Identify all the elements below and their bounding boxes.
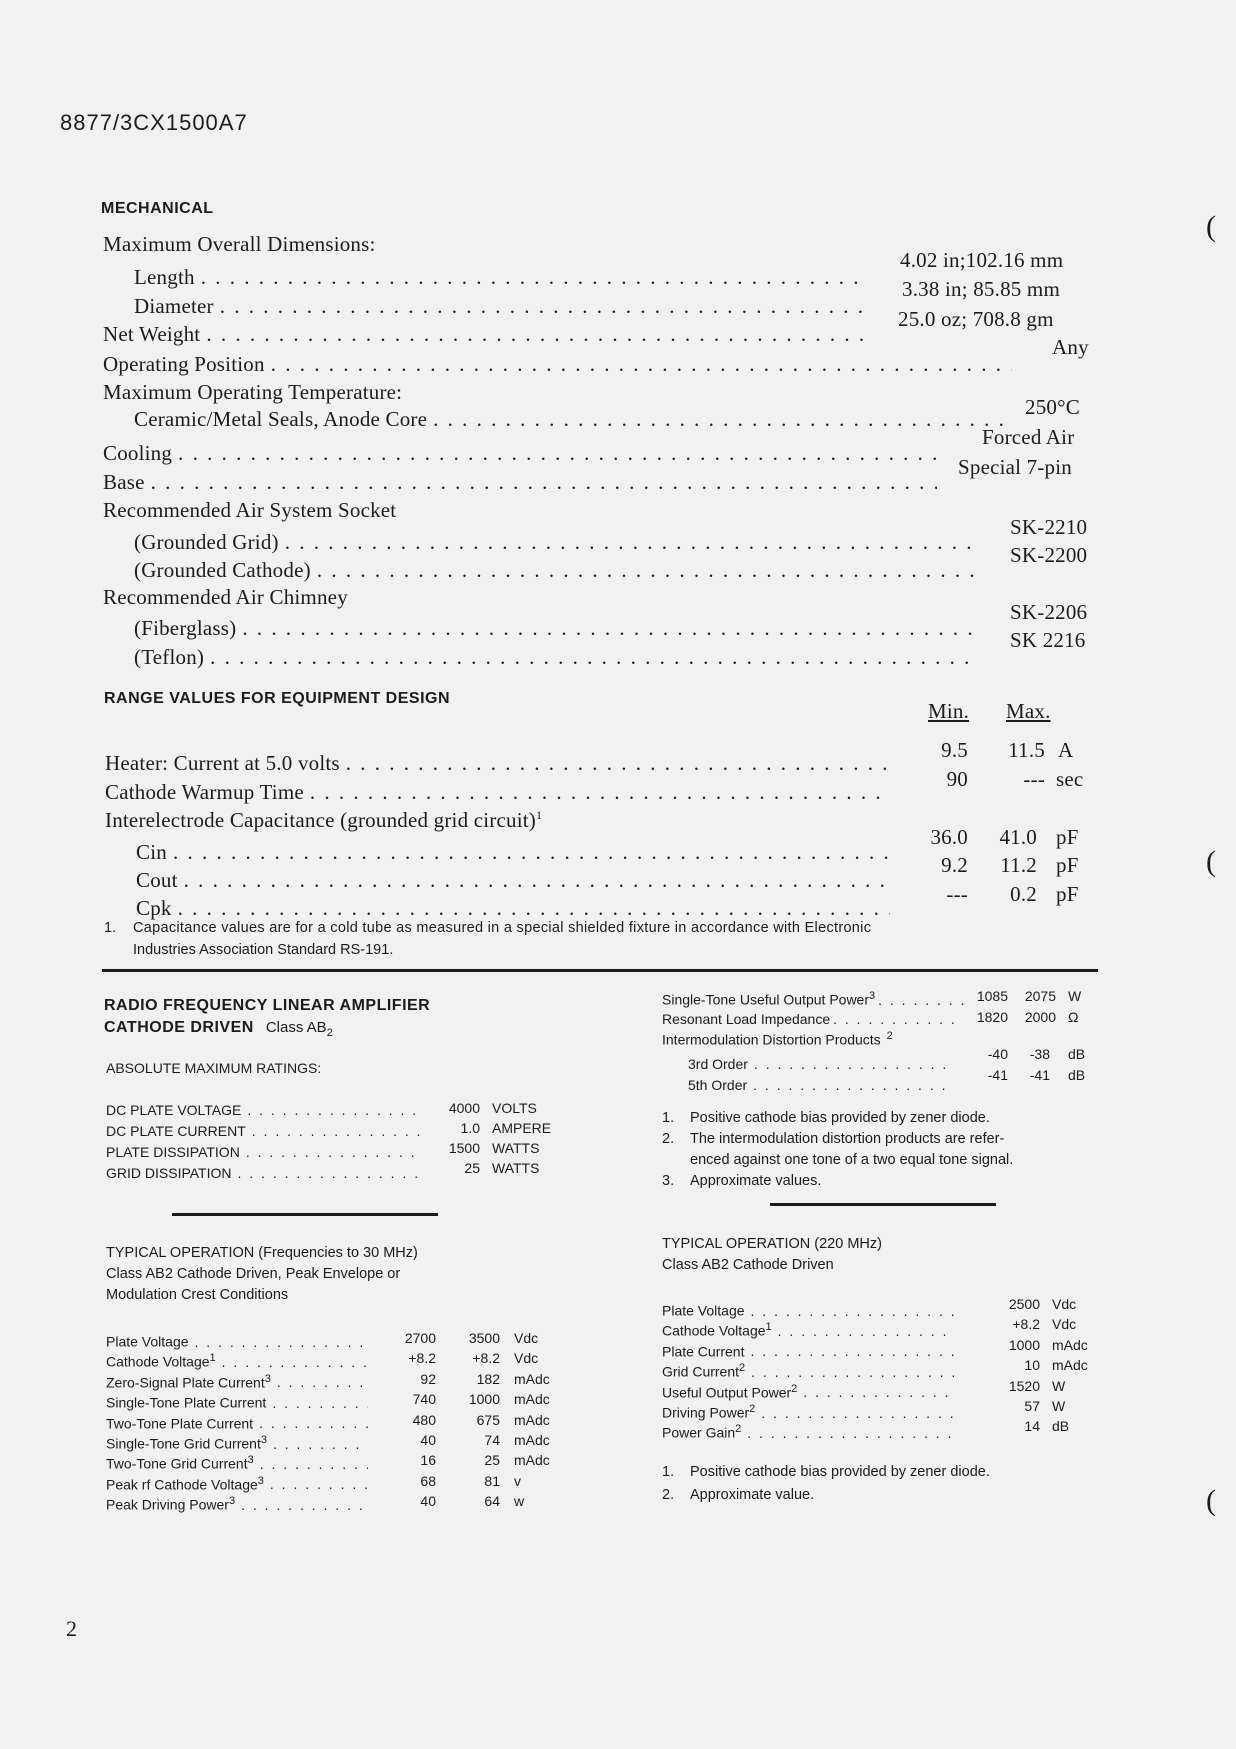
spec-value-diameter: 3.38 in; 85.85 mm (902, 277, 1060, 301)
spec-row-cooling: Cooling . . . (103, 441, 943, 466)
t30-unit: mAdc (514, 1411, 550, 1428)
t30-unit: mAdc (514, 1370, 550, 1387)
spec-value-seals: 250°C (1025, 395, 1080, 419)
right-note-3: 3. Approximate values. (662, 1173, 822, 1189)
absmax-row-plate-current: DC PLATE CURRENT . . . (106, 1123, 426, 1139)
t220-value: 2500 (1008, 1296, 1040, 1312)
spec-value-fiberglass: SK-2206 (1010, 600, 1088, 624)
right-row-resonant-load: Resonant Load Impedance . . . (662, 1011, 967, 1027)
right-row-single-tone-output: Single-Tone Useful Output Power$^3$ . . . (662, 990, 967, 1008)
right-v2-resonant-load: 2000 (1024, 1009, 1056, 1025)
left-short-rule (172, 1213, 438, 1216)
t30-unit: v (514, 1472, 521, 1489)
imd-label: Intermodulation Distortion Products $^2$ (662, 1030, 893, 1048)
range-min-cpk: --- (946, 882, 968, 906)
t30-value-v1: 740 (412, 1391, 436, 1408)
max-header: Max. (1006, 699, 1051, 723)
spec-value-length: 4.02 in;102.16 mm (900, 248, 1064, 272)
t30-value-v2: 182 (476, 1370, 500, 1387)
binder-hole-mark: ( (1206, 210, 1216, 243)
t220-row: Useful Output Power$^2$ . . . (662, 1383, 960, 1401)
chimney-label: Recommended Air Chimney (103, 585, 348, 609)
right-unit-resonant-load: Ω (1068, 1009, 1079, 1025)
capacitance-footnote-line2: Industries Association Standard RS-191. (133, 942, 394, 958)
t220-unit: W (1052, 1398, 1066, 1414)
spec-value-grounded-cathode: SK-2200 (1010, 543, 1088, 567)
t30-value-v2: 675 (476, 1411, 500, 1428)
right-v1-single-tone-output: 1085 (976, 988, 1008, 1004)
t30-unit: mAdc (514, 1432, 550, 1448)
right-note-2-cont: enced against one tone of a two equal tone signal. (690, 1152, 1014, 1168)
range-row-cin: Cin . . . (136, 840, 896, 865)
t30-row: Plate Voltage . . . (106, 1332, 374, 1350)
t220-value: 14 (1024, 1418, 1040, 1435)
imd-v1-5th: -41 (987, 1067, 1008, 1083)
max-temp-label: Maximum Operating Temperature: (103, 380, 403, 404)
range-max-cin: 41.0 (999, 825, 1037, 849)
typical-220-title: TYPICAL OPERATION (220 MHz) (662, 1236, 882, 1252)
typical-220-note-2: 2. Approximate value. (662, 1487, 815, 1503)
t220-value: 10 (1024, 1357, 1040, 1374)
range-unit-warmup: sec (1056, 767, 1084, 791)
binder-hole-mark: ( (1206, 845, 1216, 878)
t30-row: Two-Tone Grid Current$^3$ . . . (106, 1454, 374, 1472)
t30-row: Peak Driving Power$^3$ . . . (106, 1495, 374, 1513)
absmax-unit-plate-dissipation: WATTS (492, 1140, 540, 1156)
absmax-value-plate-current: 1.0 (460, 1120, 480, 1136)
imd-v1-3rd: -40 (987, 1046, 1008, 1062)
t30-value-v1: +8.2 (408, 1350, 436, 1367)
rf-amp-title-line1: RADIO FREQUENCY LINEAR AMPLIFIER (104, 997, 431, 1014)
t30-unit: mAdc (514, 1391, 550, 1408)
capacitance-footnote-line1: Capacitance values are for a cold tube as measured in a special shielded fixture in accordance with Electronic (133, 920, 872, 936)
t220-row: Driving Power$^2$ . . . (662, 1403, 960, 1421)
absmax-value-plate-dissipation: 1500 (448, 1140, 480, 1156)
spec-row-seals: Ceramic/Metal Seals, Anode Core . . . (134, 407, 1014, 432)
t220-row: Grid Current$^2$ . . . (662, 1362, 960, 1380)
imd-v2-3rd: -38 (1029, 1046, 1050, 1062)
t220-value: 57 (1024, 1398, 1040, 1414)
imd-unit-5th: dB (1068, 1067, 1086, 1083)
page-number: 2 (66, 1616, 78, 1641)
spec-row-fiberglass: (Fiberglass) . . . (134, 616, 984, 641)
spec-value-operating-position: Any (1052, 335, 1089, 359)
t30-row: Cathode Voltage$^1$ . . . (106, 1352, 374, 1370)
range-unit-cout: pF (1056, 853, 1079, 877)
t220-unit: mAdc (1052, 1336, 1088, 1353)
t30-value-v2: 64 (484, 1493, 500, 1510)
t220-row: Plate Voltage . . . (662, 1301, 960, 1319)
range-row-warmup: Cathode Warmup Time . . . (105, 780, 895, 805)
right-short-rule (770, 1203, 996, 1206)
typical-220-note-1: 1. Positive cathode bias provided by zener diode. (662, 1464, 990, 1480)
spec-value-teflon: SK 2216 (1010, 628, 1086, 652)
t30-row: Zero-Signal Plate Current$^3$ . . . (106, 1373, 374, 1391)
absmax-unit-plate-voltage: VOLTS (492, 1100, 537, 1116)
range-unit-cin: pF (1056, 825, 1079, 849)
absmax-row-plate-dissipation: PLATE DISSIPATION . . . (106, 1144, 426, 1160)
t220-unit: W (1052, 1377, 1066, 1394)
spec-row-grounded-grid: (Grounded Grid) . . . (134, 530, 984, 555)
right-note-1: 1. Positive cathode bias provided by zener diode. (662, 1110, 990, 1126)
spec-value-base: Special 7-pin (958, 455, 1072, 479)
t30-value-v2: 74 (484, 1432, 500, 1448)
socket-label: Recommended Air System Socket (103, 498, 397, 522)
spec-value-net-weight: 25.0 oz; 708.8 gm (898, 307, 1054, 331)
imd-v2-5th: -41 (1029, 1067, 1050, 1083)
t30-value-v2: 3500 (468, 1330, 500, 1346)
t30-unit: Vdc (514, 1350, 539, 1367)
range-unit-cpk: pF (1056, 882, 1079, 906)
range-row-heater: Heater: Current at 5.0 volts . . . (105, 751, 895, 776)
absmax-value-plate-voltage: 4000 (448, 1100, 480, 1116)
t30-value-v1: 40 (420, 1432, 436, 1448)
spec-row-length: Length . . . (134, 265, 874, 290)
spec-value-cooling: Forced Air (982, 425, 1075, 449)
range-row-cout: Cout . . . (136, 868, 896, 893)
t30-value-v1: 40 (420, 1493, 436, 1510)
interelectrode-label: Interelectrode Capacitance (grounded grid circuit)$^1$ (105, 808, 543, 832)
t220-unit: Vdc (1052, 1316, 1077, 1333)
range-max-heater: 11.5 (1008, 738, 1045, 762)
t30-value-v1: 2700 (404, 1330, 436, 1346)
t30-value-v1: 16 (420, 1452, 436, 1469)
t30-value-v2: 25 (484, 1452, 500, 1469)
section-divider (102, 969, 1098, 972)
right-note-2: 2. The intermodulation distortion products are refer- (662, 1131, 1005, 1147)
typical-30-sub2: Modulation Crest Conditions (106, 1287, 289, 1303)
absmax-row-plate-voltage: DC PLATE VOLTAGE . . . (106, 1102, 426, 1118)
t30-value-v2: 1000 (468, 1391, 500, 1408)
t30-value-v1: 68 (420, 1472, 436, 1489)
mechanical-title: MECHANICAL (101, 200, 214, 217)
range-unit-heater: A (1058, 738, 1074, 762)
binder-hole-mark: ( (1206, 1484, 1216, 1517)
t220-unit: Vdc (1052, 1296, 1077, 1312)
t220-value: 1520 (1008, 1377, 1040, 1394)
absmax-unit-plate-current: AMPERE (492, 1120, 552, 1136)
t30-value-v2: 81 (484, 1472, 500, 1489)
t30-unit: Vdc (514, 1330, 539, 1346)
t220-unit: mAdc (1052, 1357, 1088, 1374)
t220-value: 1000 (1008, 1336, 1040, 1353)
spec-row-base: Base . . . (103, 470, 943, 495)
t30-row: Single-Tone Grid Current$^3$ . . . (106, 1434, 374, 1452)
range-min-heater: 9.5 (941, 738, 968, 762)
document-id: 8877/3CX1500A7 (60, 110, 248, 135)
imd-row-3rd: 3rd Order . . . (688, 1056, 958, 1072)
t30-row: Peak rf Cathode Voltage$^3$ . . . (106, 1475, 374, 1493)
t30-value-v1: 92 (420, 1370, 436, 1387)
spec-row-grounded-cathode: (Grounded Cathode) . . . (134, 558, 984, 583)
right-unit-single-tone-output: W (1068, 988, 1082, 1004)
t30-unit: mAdc (514, 1452, 550, 1469)
spec-row-diameter: Diameter . . . (134, 294, 874, 319)
range-min-cin: 36.0 (930, 825, 968, 849)
max-dimensions-label: Maximum Overall Dimensions: (103, 232, 376, 256)
t220-row: Plate Current . . . (662, 1342, 960, 1360)
range-max-warmup: --- (1023, 767, 1045, 791)
spec-row-teflon: (Teflon) . . . (134, 645, 984, 670)
t220-unit: dB (1052, 1418, 1070, 1435)
t30-unit: w (514, 1493, 525, 1510)
spec-row-operating-position: Operating Position . . . (103, 352, 1018, 377)
t220-value: +8.2 (1012, 1316, 1040, 1333)
range-max-cout: 11.2 (1000, 853, 1037, 877)
t30-row: Two-Tone Plate Current . . . (106, 1414, 374, 1432)
range-row-cpk: Cpk . . . (136, 896, 896, 921)
spec-row-net-weight: Net Weight . . . (103, 322, 874, 347)
capacitance-footnote-num: 1. (104, 920, 117, 936)
t220-row: Cathode Voltage$^1$ . . . (662, 1321, 960, 1339)
abs-max-title: ABSOLUTE MAXIMUM RATINGS: (106, 1060, 322, 1076)
right-v1-resonant-load: 1820 (976, 1009, 1008, 1025)
range-min-cout: 9.2 (941, 853, 968, 877)
typical-30-title: TYPICAL OPERATION (Frequencies to 30 MHz) (106, 1245, 418, 1261)
range-max-cpk: 0.2 (1010, 882, 1037, 906)
imd-unit-3rd: dB (1068, 1046, 1086, 1062)
absmax-unit-grid-dissipation: WATTS (492, 1160, 540, 1176)
t30-value-v2: +8.2 (472, 1350, 500, 1367)
t30-row: Single-Tone Plate Current . . . (106, 1393, 374, 1411)
rf-amp-title-line2: CATHODE DRIVEN Class $AB_2$ (104, 1019, 333, 1039)
typical-30-sub1: Class AB2 Cathode Driven, Peak Envelope or (106, 1266, 401, 1282)
absmax-row-grid-dissipation: GRID DISSIPATION . . . (106, 1165, 426, 1181)
spec-value-grounded-grid: SK-2210 (1010, 515, 1088, 539)
typical-220-sub1: Class AB2 Cathode Driven (662, 1257, 834, 1273)
right-v2-single-tone-output: 2075 (1024, 988, 1056, 1004)
range-title: RANGE VALUES FOR EQUIPMENT DESIGN (104, 690, 451, 707)
t30-value-v1: 480 (412, 1411, 436, 1428)
imd-row-5th: 5th Order . . . (688, 1077, 958, 1093)
absmax-value-grid-dissipation: 25 (464, 1160, 480, 1176)
min-header: Min. (928, 699, 970, 723)
range-min-warmup: 90 (946, 767, 968, 791)
t220-row: Power Gain$^2$ . . . (662, 1423, 960, 1441)
